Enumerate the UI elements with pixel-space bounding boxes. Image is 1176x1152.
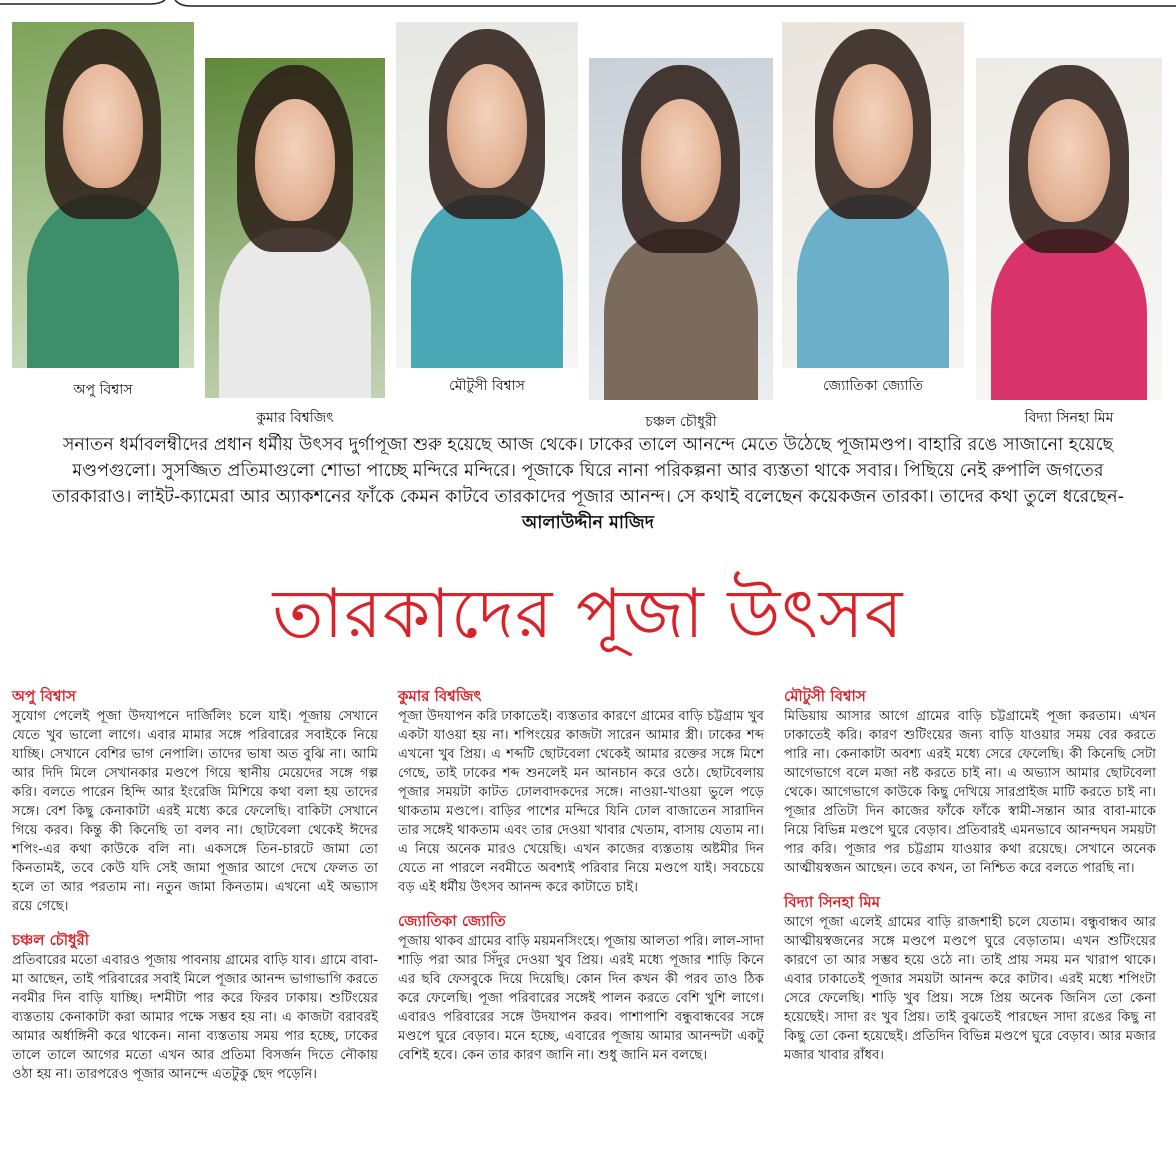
caption-moutushi-biswas: মৌটুসী বিশ্বাস bbox=[449, 378, 525, 394]
article-column-1 bbox=[12, 686, 378, 1098]
entry-text: পূজায় থাকব গ্রামের বাড়ি ময়মনসিংহে। পূজায় আলতা পরি। লাল-সাদা শাড়ি পরা আর সিঁদুর দেওয়া খুব প্রিয়। এরই মধ্যে পূজার শাড়ি কিনে এর ছবি ফেসবুকে দিয়ে দিয়েছি। কোন দিন কখন কী পরব তাও ঠিক করে ফেলেছি। পূজা পরিবারের সঙ্গেই পালন করতে বেশি খুশি লাগে। এবারও পরিবারের সঙ্গে উদযাপন করব। পাশাপাশি বন্ধুবান্ধবের সঙ্গে মণ্ডপে ঘুরে বেড়াব। মনে হচ্ছে, এবারের পূজায় আমার আনন্দটা একটু বেশিই হবে। কেন তার কারণ জানি না। শুধু জানি মন বলছে। bbox=[398, 934, 764, 1063]
entry-name: অপু বিশ্বাস bbox=[12, 687, 76, 705]
entry-apu-biswas bbox=[12, 686, 378, 916]
entry-moutushi-biswas bbox=[784, 686, 1156, 878]
article-column-2 bbox=[398, 686, 764, 1079]
entry-text: প্রতিবারের মতো এবারও পূজায় পাবনায় গ্রামের বাড়ি যাব। গ্রামে বাবা-মা আছেন, তাই পরিবারের সবাই মিলে পূজার আনন্দ ভাগাভাগি করতে নবমীর দিন বাড়ি যাচ্ছি। দশমীটা পার করে ফিরব ঢাকায়। শুটিংয়ের ব্যস্ততায় কেনাকাটা করা আমার পক্ষে সম্ভব হয় না। এ কাজটা বরাবরই আমার অর্ধাঙ্গিনী করে থাকেন। নানা ব্যস্ততায় সময় পার হচ্ছে, ঢাকের তালে তালে আগের মতো এখন আর প্রতিমা বিসর্জন দিতে নৌকায় ওঠা হয় না। তারপরেও পূজার আনন্দে এতটুকু ছেদ পড়েনি। bbox=[12, 953, 378, 1082]
headline: তারকাদের পূজা উৎসব bbox=[272, 575, 904, 654]
entry-name: কুমার বিশ্বজিৎ bbox=[398, 687, 482, 705]
intro-author: আলাউদ্দীন মাজিদ bbox=[521, 513, 654, 533]
entry-text: সুযোগ পেলেই পূজা উদযাপনে দার্জিলিং চলে যাই। পূজায় সেখানে যেতে খুব ভালো লাগে। এবার মামার সঙ্গে পরিবারের সবাইকে নিয়ে যাচ্ছি। সেখানে বেশির ভাগ নেপালি। তাদের ভাষা অত বুঝি না। আমি আর দিদি মিলে সেখানকার মণ্ডপে গিয়ে স্থানীয় মেয়েদের সঙ্গে গল্প করি। বলতে পারেন হিন্দি আর ইংরেজি মিশিয়ে কথা বলা হয় তাদের সঙ্গে। বেশ কিছু কেনাকাটা এরই মধ্যে করে ফেলেছি। বাকিটা সেখানে গিয়ে করব। কিন্তু কী কিনেছি তা বলব না। ছোটবেলা থেকেই ঈদের শপিং-এর কথা কাউকে বলি না। একসঙ্গে তিন-চারটে জামা তো কিনতামই, তবে কেউ যদি সেই জামা পূজার আগে দেখে ফেলত তা হলে তা আর পরতাম না। নতুন জামা কিনতাম। এখনো এই অভ্যাস রয়ে গেছে। bbox=[12, 709, 378, 914]
intro-paragraph bbox=[40, 432, 1136, 536]
entry-jyotika-jyoti bbox=[398, 911, 764, 1065]
caption-jyotika-jyoti: জ্যোতিকা জ্যোতি bbox=[823, 378, 923, 394]
entry-name: চঞ্চল চৌধুরী bbox=[12, 931, 90, 949]
entry-name: মৌটুসী বিশ্বাস bbox=[784, 687, 866, 705]
photo-jyotika-jyoti bbox=[782, 22, 964, 368]
top-border bbox=[0, 0, 1176, 10]
entry-name: বিদ্যা সিনহা মিম bbox=[784, 893, 880, 911]
entry-kumar-bishwajit bbox=[398, 686, 764, 897]
photo-moutushi-biswas bbox=[396, 22, 578, 368]
entry-name: জ্যোতিকা জ্যোতি bbox=[398, 912, 506, 930]
entry-text: আগে পূজা এলেই গ্রামের বাড়ি রাজশাহী চলে যেতাম। বন্ধুবান্ধব আর আত্মীয়স্বজনের সঙ্গে মণ্ডপে মণ্ডপে ঘুরে বেড়াতাম। এখন শুটিংয়ের কারণে তা আর সম্ভব হয়ে ওঠে না। তাই প্রায় সময় মন খারাপ থাকে। এবার ঢাকাতেই পূজার সময়টা আনন্দ করে কাটাব। এরই মধ্যে শপিংটা সেরে ফেলেছি। শাড়ি খুব প্রিয়। সঙ্গে প্রিয় অনেক জিনিস তো কেনা হয়েছেই। সাদা রং খুব প্রিয়। তাই বুঝতেই পারছেন সাদা রঙের কিছু না কিছু তো কেনা হয়েছেই। প্রতিদিন বিভিন্ন মণ্ডপে ঘুরে বেড়াব। আর মজার মজার খাবার রাঁধব। bbox=[784, 915, 1156, 1063]
entry-text: মিডিয়ায় আসার আগে গ্রামের বাড়ি চট্টগ্রামেই পূজা করতাম। এখন ঢাকাতেই করি। কারণ শুটিংয়ের জন্য বাড়ি যাওয়ার সময় বের করতে পারি না। কেনাকাটা অবশ্য এরই মধ্যে সেরে ফেলেছি। কী কিনেছি সেটা আগেভাগে বলে মজা নষ্ট করতে চাই না। এ অভ্যাস আমার ছোটবেলা থেকে। আগেভাগে কাউকে কিছু দেখিয়ে সারপ্রাইজ মাটি করতে চাই না। পূজার প্রতিটা দিন কাজের ফাঁকে ফাঁকে স্বামী-সন্তান আর বাবা-মাকে নিয়ে বিভিন্ন মণ্ডপে ঘুরে বেড়াব। প্রতিবারই এমনভাবে আনন্দঘন সময়টা পার করি। পূজার পর চট্টগ্রাম যাওয়ার কথা রয়েছে। সেখানে অনেক আত্মীয়স্বজন আছেন। তবে কখন, তা নিশ্চিত করে বলতে পারছি না। bbox=[784, 709, 1156, 876]
photo-kumar-bishwajit bbox=[205, 58, 385, 398]
photo-bidya-sinha-mim bbox=[976, 58, 1162, 400]
photo-dress bbox=[27, 195, 180, 368]
entry-chanchal-chowdhury bbox=[12, 930, 378, 1084]
intro-text: সনাতন ধর্মাবলম্বীদের প্রধান ধর্মীয় উৎসব দুর্গাপূজা শুরু হয়েছে আজ থেকে। ঢাকের তালে আনন্দে মেতে উঠেছে পূজামণ্ডপ। বাহারি রঙে সাজানো হয়েছে মণ্ডপগুলো। সুসজ্জিত প্রতিমাগুলো শোভা পাচ্ছে মন্দিরে মন্দিরে। পূজাকে ঘিরে নানা পরিকল্পনা আর ব্যস্ততা থাকে সবার। পিছিয়ে নেই রুপালি জগতের তারকারাও। লাইট-ক্যামেরা আর অ্যাকশনের ফাঁকে কেমন কাটবে তারকাদের পূজার আনন্দ। সে কথাই বলেছেন কয়েকজন তারকা। তাদের কথা তুলে ধরেছেন- bbox=[52, 435, 1124, 507]
caption-bidya-sinha-mim: বিদ্যা সিনহা মিম bbox=[1024, 410, 1114, 426]
photo-chanchal-chowdhury bbox=[589, 58, 773, 400]
entry-bidya-sinha-mim bbox=[784, 892, 1156, 1065]
caption-apu-biswas: অপু বিশ্বাস bbox=[73, 382, 133, 398]
article-column-3 bbox=[784, 686, 1156, 1079]
entry-text: পূজা উদযাপন করি ঢাকাতেই। ব্যস্ততার কারণে গ্রামের বাড়ি চট্টগ্রাম খুব একটা যাওয়া হয় না। শপিংয়ের কাজটা সারেন আমার স্ত্রী। ঢাকের শব্দ এখনো খুব প্রিয়। এ শব্দটি ছোটবেলা থেকেই আমার রক্তের সঙ্গে মিশে গেছে, তাই ঢাকের শব্দ শুনলেই মন আনচান করে ওঠে। ছোটবেলায় পূজার সময়টা কাটত ঢোলবাদকদের সঙ্গে। নাওয়া-খাওয়া ভুলে পড়ে থাকতাম মণ্ডপে। বাড়ির পাশের মন্দিরে যিনি ঢোল বাজাতেন সারাদিন তার সঙ্গেই থাকতাম এবং তার দেওয়া খাবার খেতাম, বাসায় যেতাম না। এ নিয়ে অনেক মারও খেয়েছি। এখন কাজের ব্যস্ততায় অষ্টমীর দিন যেতে না পারলে নবমীতে অবশ্যই পরিবার নিয়ে মণ্ডপে যাই। সবচেয়ে বড় এই ধর্মীয় উৎসব আনন্দ করে কাটাতে চাই। bbox=[398, 709, 764, 895]
caption-kumar-bishwajit: কুমার বিশ্বজিৎ bbox=[256, 410, 334, 426]
photo-apu-biswas bbox=[12, 22, 194, 368]
caption-chanchal-chowdhury: চঞ্চল চৌধুরী bbox=[645, 414, 717, 430]
